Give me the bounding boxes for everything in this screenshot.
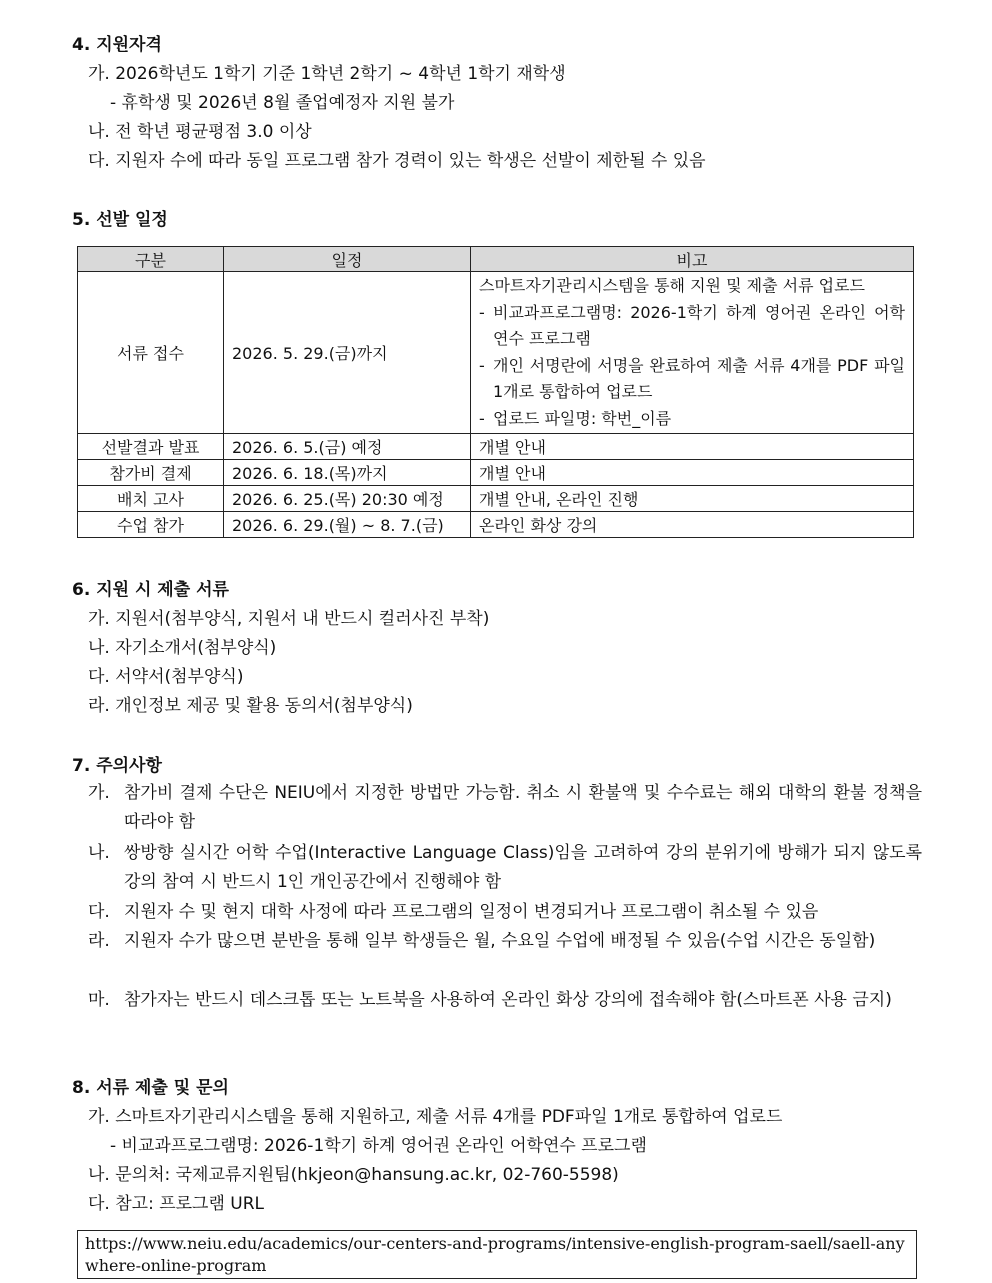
notice-item-marker: 나. xyxy=(88,843,110,863)
notice-item-marker: 마. xyxy=(88,990,110,1010)
row-date: 2026. 6. 25.(목) 20:30 예정 xyxy=(224,486,471,512)
notice-item-marker: 라. xyxy=(88,931,110,951)
s8-item-na: 나. 문의처: 국제교류지원팀(hkjeon@hansung.ac.kr, 02-760-5598) xyxy=(88,1165,619,1185)
notice-item-text: 지원자 수 및 현지 대학 사정에 따라 프로그램의 일정이 변경되거나 프로그램이 취소될 수 있음 xyxy=(124,902,819,922)
notice-item-text: 참가비 결제 수단은 NEIU에서 지정한 방법만 가능함. 취소 시 환불액 및 수수료는 해외 대학의 환불 정책을 따라야 함 xyxy=(124,783,922,832)
row-category: 서류 접수 xyxy=(78,272,224,434)
row-category: 수업 참가 xyxy=(78,512,224,538)
section-8-heading: 8. 서류 제출 및 문의 xyxy=(72,1078,229,1098)
table-row xyxy=(78,272,914,434)
notice-item-marker: 다. xyxy=(88,902,110,922)
s4-subitem: - 휴학생 및 2026년 8월 졸업예정자 지원 불가 xyxy=(110,93,455,113)
row-note: 온라인 화상 강의 xyxy=(471,512,914,538)
row-date: 2026. 6. 5.(금) 예정 xyxy=(224,434,471,460)
header-note: 비고 xyxy=(471,247,914,272)
note-list-item: - 비교과프로그램명: 2026-1학기 하계 영어권 온라인 어학연수 프로그램 xyxy=(479,302,905,348)
section-6-heading: 6. 지원 시 제출 서류 xyxy=(72,580,229,600)
row-note xyxy=(471,272,914,434)
header-date: 일정 xyxy=(224,247,471,272)
row-note: 개별 안내, 온라인 진행 xyxy=(471,486,914,512)
row-category: 선발결과 발표 xyxy=(78,434,224,460)
note-list-item: - 개인 서명란에 서명을 완료하여 제출 서류 4개를 PDF 파일 1개로 통합하여 업로드 xyxy=(479,355,905,401)
schedule-table xyxy=(77,246,914,538)
row-date: 2026. 5. 29.(금)까지 xyxy=(224,272,471,434)
row-category: 참가비 결제 xyxy=(78,460,224,486)
s6-item-na: 나. 자기소개서(첨부양식) xyxy=(88,638,277,658)
row-date: 2026. 6. 18.(목)까지 xyxy=(224,460,471,486)
notice-item xyxy=(88,898,922,927)
notice-item xyxy=(88,927,922,956)
note-list xyxy=(479,273,905,432)
program-url-box xyxy=(77,1230,917,1279)
s6-item-ga: 가. 지원서(첨부양식, 지원서 내 반드시 컬러사진 부착) xyxy=(88,609,490,629)
s4-item-na: 나. 전 학년 평균평점 3.0 이상 xyxy=(88,122,312,142)
header-category: 구분 xyxy=(78,247,224,272)
section-5-heading: 5. 선발 일정 xyxy=(72,210,168,230)
table-row xyxy=(78,512,914,538)
notice-item xyxy=(88,839,922,897)
table-row xyxy=(78,460,914,486)
s8-item-da: 다. 참고: 프로그램 URL xyxy=(88,1194,265,1214)
row-date: 2026. 6. 29.(월) ~ 8. 7.(금) xyxy=(224,512,471,538)
note-list-item: - 업로드 파일명: 학번_이름 xyxy=(479,408,672,428)
row-note: 개별 안내 xyxy=(471,460,914,486)
row-category: 배치 고사 xyxy=(78,486,224,512)
table-row xyxy=(78,486,914,512)
table-row xyxy=(78,434,914,460)
s4-item-ga: 가. 2026학년도 1학기 기준 1학년 2학기 ~ 4학년 1학기 재학생 xyxy=(88,64,566,84)
row-note: 개별 안내 xyxy=(471,434,914,460)
s6-item-da: 다. 서약서(첨부양식) xyxy=(88,667,244,687)
program-url-link[interactable]: https://www.neiu.edu/academics/our-centers-and-programs/intensive-english-program-saell/saell-anywhere-online-program xyxy=(85,1234,905,1275)
section-7-heading: 7. 주의사항 xyxy=(72,756,162,776)
notice-item-text: 쌍방향 실시간 어학 수업(Interactive Language Class)임을 고려하여 강의 분위기에 방해가 되지 않도록 강의 참여 시 반드시 1인 개인공간에서 진행해야 함 xyxy=(124,843,922,892)
note-intro: 스마트자기관리시스템을 통해 지원 및 제출 서류 업로드 xyxy=(479,276,866,295)
s4-item-da: 다. 지원자 수에 따라 동일 프로그램 참가 경력이 있는 학생은 선발이 제한될 수 있음 xyxy=(88,151,706,171)
notice-item-marker: 가. xyxy=(88,783,110,803)
table-header-row xyxy=(78,247,914,272)
notice-item-text: 참가자는 반드시 데스크톱 또는 노트북을 사용하여 온라인 화상 강의에 접속해야 함(스마트폰 사용 금지) xyxy=(124,990,892,1010)
notice-item xyxy=(88,779,922,837)
s6-item-ra: 라. 개인정보 제공 및 활용 동의서(첨부양식) xyxy=(88,696,413,716)
section-4-heading: 4. 지원자격 xyxy=(72,35,162,55)
s8-subitem: - 비교과프로그램명: 2026-1학기 하계 영어권 온라인 어학연수 프로그램 xyxy=(110,1136,647,1156)
notice-item xyxy=(88,986,922,1015)
s8-item-ga: 가. 스마트자기관리시스템을 통해 지원하고, 제출 서류 4개를 PDF파일 1개로 통합하여 업로드 xyxy=(88,1107,783,1127)
notice-item-text: 지원자 수가 많으면 분반을 통해 일부 학생들은 월, 수요일 수업에 배정될 수 있음(수업 시간은 동일함) xyxy=(124,931,876,951)
